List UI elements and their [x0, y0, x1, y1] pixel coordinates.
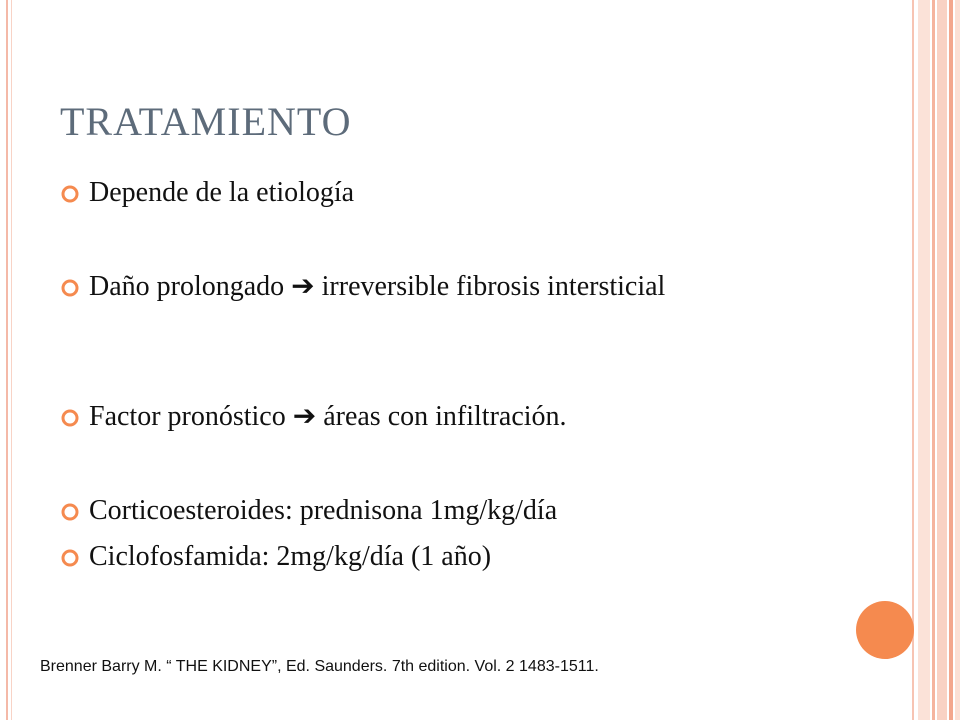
stripe	[932, 0, 935, 720]
accent-circle	[856, 601, 914, 659]
citation-footnote: Brenner Barry M. “ THE KIDNEY”, Ed. Saunders. 7th edition. Vol. 2 1483-1511.	[40, 658, 599, 675]
stripe	[937, 0, 947, 720]
bullet-text: Corticoesteroides: prednisona 1mg/kg/día	[89, 495, 558, 526]
hollow-circle-icon	[60, 278, 80, 298]
left-border-line	[6, 0, 8, 720]
hollow-circle-icon	[60, 184, 80, 204]
hollow-circle-icon	[60, 548, 80, 568]
stripe	[912, 0, 914, 720]
bullet-text: Depende de la etiología	[89, 177, 355, 208]
bullet-text: Ciclofosfamida: 2mg/kg/día (1 año)	[89, 541, 492, 572]
stripe	[949, 0, 953, 720]
bullet-text: Daño prolongado ➔ irreversible fibrosis intersticial	[89, 271, 666, 302]
slide-title: TRATAMIENTO	[60, 99, 352, 144]
bullet-item	[60, 540, 491, 573]
stripe	[918, 0, 930, 720]
bullet-text: Factor pronóstico ➔ áreas con infiltración.	[89, 401, 567, 432]
bullet-item	[60, 270, 709, 303]
bullet-item	[60, 400, 567, 433]
hollow-circle-icon	[60, 502, 80, 522]
bullet-item	[60, 176, 354, 209]
stripe	[955, 0, 960, 720]
right-decorative-stripes	[912, 0, 960, 720]
bullet-item	[60, 494, 557, 527]
hollow-circle-icon	[60, 408, 80, 428]
left-border-line-thin	[11, 0, 12, 720]
